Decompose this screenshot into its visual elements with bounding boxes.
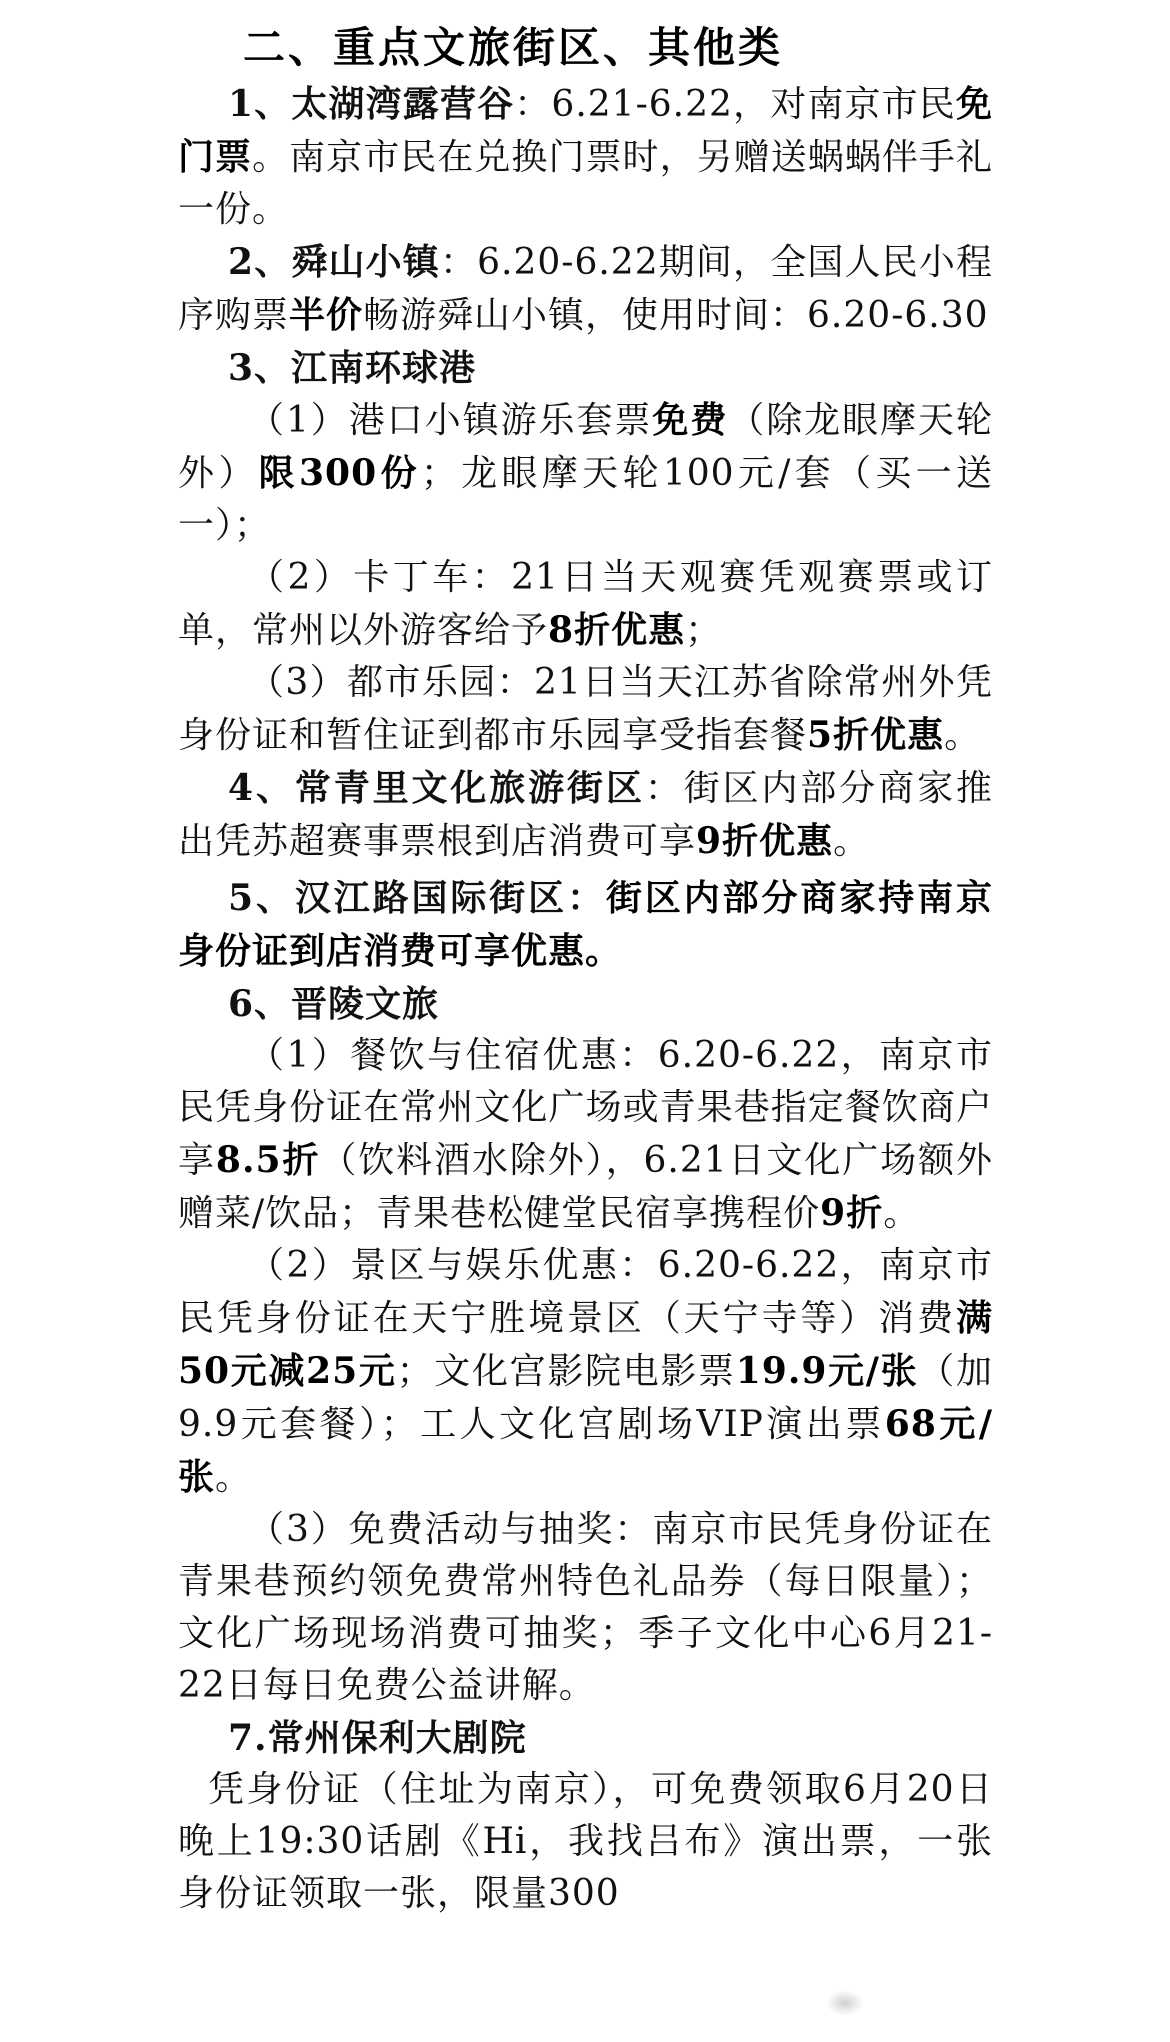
section-3-item-2-text-2: ； — [685, 610, 723, 651]
section-3-item-1-text-2: （除龙眼摩天轮外） — [178, 400, 993, 494]
section-3-item-1-highlight-1: 免费 — [652, 399, 729, 441]
section-4-highlight: 9折优惠 — [696, 820, 834, 862]
section-1-text-2: 。南京市民在兑换门票时，另赠送蜗蜗伴手礼一份。 — [178, 137, 993, 230]
section-4-sep: ： — [644, 768, 684, 809]
section-2-highlight: 半价 — [289, 294, 364, 336]
section-2-heading: 2、舜山小镇 — [228, 241, 440, 283]
section-6-item-2-highlight-2: 19.9元/张 — [735, 1350, 919, 1392]
section-2-paragraph — [178, 236, 993, 342]
section-2-text-2: 畅游舜山小镇，使用时间：6.20-6.30 — [363, 295, 989, 336]
section-6-item-2-highlight-3: 68元/张 — [178, 1403, 993, 1498]
section-6-item-2-text-2: ；文化宫影院电影票 — [396, 1351, 736, 1392]
section-2-sep: ： — [439, 242, 478, 283]
section-6-item-3 — [178, 1504, 993, 1712]
section-4-text-1: 街区内部分商家推出凭苏超赛事票根到店消费可享 — [178, 768, 993, 862]
section-4-heading: 4、常青里文化旅游街区 — [228, 767, 645, 809]
section-3-item-2 — [178, 552, 993, 657]
section-3-item-2-highlight: 8折优惠 — [548, 609, 686, 651]
section-4-paragraph — [178, 762, 993, 868]
section-6-item-1-highlight-2: 9折 — [820, 1192, 884, 1234]
section-3-item-3-text-2: 。 — [944, 715, 982, 756]
section-1-text-1: 6.21-6.22，对南京市民 — [551, 84, 956, 125]
section-1-paragraph — [178, 78, 993, 236]
section-6-item-1 — [178, 1030, 993, 1240]
section-3-item-1-highlight-2: 限300份 — [258, 452, 421, 494]
section-5-bold-text: 街区内部分商家持南京身份证到店消费可享优惠。 — [178, 877, 993, 972]
section-6-item-2-text-1: （2）景区与娱乐优惠：6.20-6.22，南京市民凭身份证在天宁胜境景区（天宁寺等）消费 — [178, 1245, 993, 1339]
section-6-item-3-text-1: （3）免费活动与抽奖：南京市民凭身份证在青果巷预约领免费常州特色礼品券（每日限量）；文化广场现场消费可抽奖；季子文化中心6月21-22日每日免费公益讲解。 — [178, 1509, 993, 1706]
section-1-heading: 1、太湖湾露营谷 — [228, 83, 515, 125]
section-6-item-1-highlight-1: 8.5折 — [215, 1139, 321, 1181]
document-title: 二、重点文旅街区、其他类 — [243, 23, 784, 72]
section-4-text-2: 。 — [833, 821, 871, 862]
section-6-item-2-text-3: （加9.9元套餐）；工人文化宫剧场VIP演出票 — [178, 1351, 993, 1445]
section-3-item-1-text-3: ；龙眼摩天轮100元/套（买一送一）； — [178, 453, 993, 546]
section-6-item-2 — [178, 1240, 993, 1504]
section-6-item-1-text-1: （1）餐饮与住宿优惠：6.20-6.22，南京市民凭身份证在常州文化广场或青果巷指定餐饮商户享 — [178, 1035, 993, 1181]
section-6-item-2-text-4: 。 — [215, 1457, 253, 1498]
section-6-item-1-text-2: （饮料酒水除外），6.21日文化广场额外赠菜/饮品；青果巷松健堂民宿享携程价 — [178, 1140, 993, 1234]
section-3-item-1 — [178, 394, 993, 552]
section-3-item-1-text-1: （1）港口小镇游乐套票 — [248, 400, 653, 441]
scan-smudge — [826, 1990, 864, 2016]
section-5-heading: 5、汉江路国际街区： — [228, 877, 606, 919]
section-3-heading: 3、江南环球港 — [228, 347, 477, 389]
section-6-heading: 6、晋陵文旅 — [228, 983, 440, 1025]
section-5-paragraph — [178, 872, 993, 978]
section-3-item-2-text-1: （2）卡丁车：21日当天观赛凭观赛票或订单，常州以外游客给予 — [178, 557, 993, 651]
section-3-item-3-text-1: （3）都市乐园：21日当天江苏省除常州外凭身份证和暂住证到都市乐园享受指套餐 — [178, 662, 993, 756]
section-1-sep: ： — [514, 84, 552, 125]
section-7-heading: 7.常州保利大剧院 — [228, 1717, 527, 1759]
section-1-highlight: 免门票 — [178, 83, 993, 178]
section-2-text-1: 6.20-6.22期间，全国人民小程序购票 — [178, 242, 993, 336]
section-7-paragraph: 凭身份证（住址为南京），可免费领取6月20日晚上19:30话剧《Hi，我找吕布》演出票，一张身份证领取一张，限量300 — [178, 1769, 993, 1914]
document-body — [178, 20, 993, 1920]
section-3-item-3-highlight: 5折优惠 — [807, 714, 945, 756]
section-6-item-1-text-3: 。 — [883, 1193, 921, 1234]
section-3-item-3 — [178, 657, 993, 762]
section-6-item-2-highlight-1: 满50元减25元 — [178, 1297, 993, 1392]
